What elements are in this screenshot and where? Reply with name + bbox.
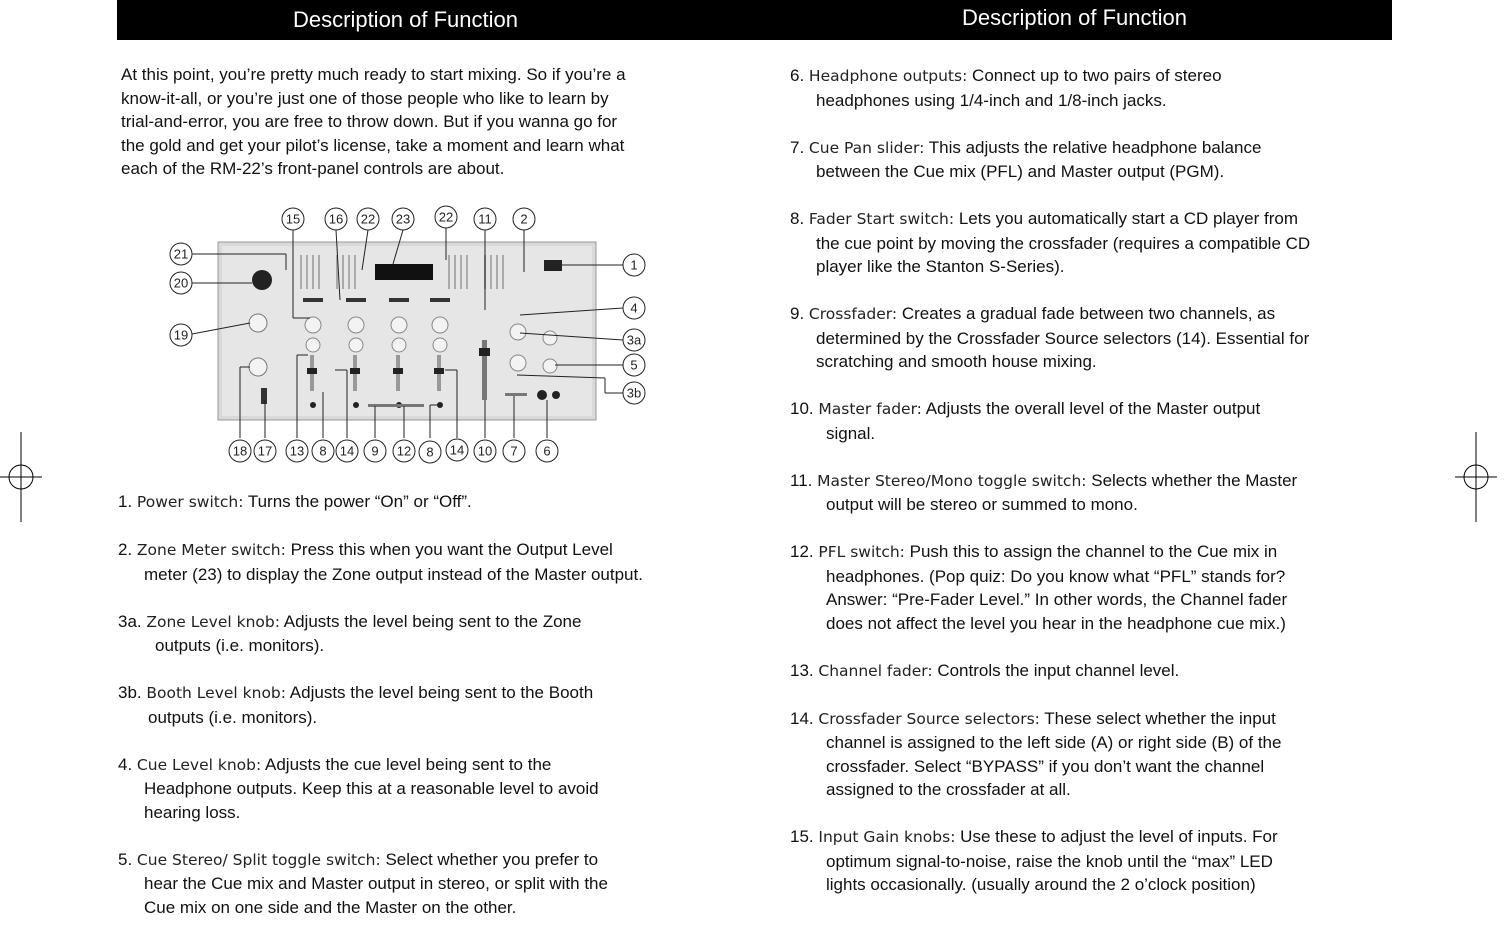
callout-20 — [170, 272, 192, 294]
item-text: Adjusts the level being sent to the Booth — [289, 683, 594, 702]
svg-text:18: 18 — [232, 443, 248, 459]
item-number: 2. — [118, 540, 133, 559]
item-number: 6. — [790, 66, 805, 85]
function-item — [790, 397, 1390, 445]
item-text: These select whether the input — [1044, 708, 1276, 728]
crossfader-track — [368, 404, 424, 407]
callout-9 — [364, 440, 386, 462]
item-text: headphones using 1/4-inch and 1/8-inch jacks. — [816, 90, 1167, 110]
intro-line: At this point, you’re pretty much ready to start mixing. So if you’re a — [121, 65, 626, 84]
item-text: hearing loss. — [144, 802, 241, 822]
function-item — [118, 681, 728, 729]
function-item — [790, 540, 1390, 635]
item-text: crossfader. Select “BYPASS” if you don’t want the channel — [826, 756, 1265, 776]
item-text: player like the Stanton S-Series). — [816, 257, 1065, 276]
item-label: Cue Stereo/ Split toggle switch: — [136, 850, 381, 869]
callout-23 — [392, 208, 414, 230]
item-label: Crossfader: — [808, 305, 898, 323]
svg-text:5: 5 — [630, 357, 638, 373]
item-label: Input Gain knobs: — [818, 828, 956, 846]
level-meter-display — [375, 264, 433, 280]
item-text: headphones. (Pop quiz: Do you know what “PFL” stands for? — [826, 566, 1286, 586]
callout-10 — [474, 440, 496, 462]
item-text: the cue point by moving the crossfader (requires a compatible CD — [816, 233, 1311, 253]
function-item — [790, 659, 1390, 684]
item-label: Channel fader: — [818, 661, 933, 680]
item-text: outputs (i.e. monitors). — [148, 707, 318, 727]
svg-text:16: 16 — [328, 211, 344, 227]
callout-2 — [513, 208, 535, 230]
callout-19 — [170, 324, 192, 346]
intro-line: trial-and-error, you are free to throw down. But if you wanna go for — [121, 112, 618, 131]
function-item — [118, 538, 728, 586]
item-text: Press this when you want the Output Level — [290, 540, 613, 559]
intro-paragraph — [121, 63, 721, 181]
item-number: 1. — [118, 492, 133, 511]
item-label: PFL switch: — [818, 543, 905, 561]
svg-text:14: 14 — [449, 442, 465, 458]
svg-text:10: 10 — [477, 443, 493, 459]
svg-text:21: 21 — [173, 246, 189, 262]
item-number: 15. — [790, 827, 814, 846]
item-text: outputs (i.e. monitors). — [155, 636, 325, 655]
svg-text:17: 17 — [257, 443, 273, 459]
item-text: assigned to the crossfader at all. — [826, 780, 1071, 799]
item-text: Lets you automatically start a CD player from — [958, 209, 1299, 228]
item-text: scratching and smooth house mixing. — [816, 352, 1097, 371]
callout-3b — [623, 382, 645, 404]
function-item — [790, 64, 1390, 112]
item-label: Cue Pan slider: — [808, 138, 925, 157]
callout-12 — [393, 440, 415, 462]
svg-text:22: 22 — [360, 211, 376, 227]
mixer-diagram — [160, 200, 660, 470]
item-text: output will be stereo or summed to mono. — [826, 495, 1138, 514]
callout-8 — [312, 440, 334, 462]
registration-mark-icon — [1455, 432, 1497, 522]
callout-1 — [623, 254, 645, 276]
item-label: Master fader: — [818, 400, 922, 418]
callout-8b — [419, 441, 441, 463]
svg-text:6: 6 — [543, 443, 551, 459]
callout-13 — [286, 440, 308, 462]
item-number: 13. — [790, 660, 814, 680]
item-text: channel is assigned to the left side (A) or right side (B) of the — [826, 733, 1282, 752]
callout-22 — [357, 208, 379, 230]
intro-line: the gold and get your pilot’s license, take a moment and learn what — [121, 135, 625, 155]
item-number: 12. — [790, 542, 814, 561]
callout-14 — [336, 440, 358, 462]
callout-3a — [623, 329, 645, 351]
callout-16 — [325, 208, 347, 230]
item-text: Controls the input channel level. — [937, 660, 1180, 680]
item-number: 3b. — [118, 683, 142, 702]
item-label: Booth Level knob: — [146, 684, 286, 702]
function-item — [118, 848, 728, 920]
function-item — [790, 469, 1390, 517]
intro-line: know-it-all, or you’re just one of those people who like to learn by — [121, 88, 609, 108]
callout-6 — [536, 440, 558, 462]
function-item — [118, 490, 728, 515]
item-text: Use these to adjust the level of inputs. For — [960, 827, 1278, 846]
headphone-jack-icon — [252, 270, 272, 290]
right-function-list — [790, 64, 1390, 920]
item-text: Headphone outputs. Keep this at a reasonable level to avoid — [144, 779, 599, 798]
item-label: Crossfader Source selectors: — [818, 709, 1040, 728]
left-page-title: Description of Function — [293, 7, 518, 32]
function-item — [790, 302, 1390, 374]
item-text: between the Cue mix (PFL) and Master output (PGM). — [816, 162, 1225, 181]
item-text: Adjusts the level being sent to the Zone — [283, 611, 582, 631]
item-text: signal. — [826, 423, 876, 443]
item-text: hear the Cue mix and Master output in stereo, or split with the — [144, 874, 608, 893]
item-number: 14. — [790, 708, 814, 728]
callout-5 — [623, 354, 645, 376]
svg-text:1: 1 — [630, 257, 638, 273]
item-text: Select whether you prefer to — [385, 849, 599, 869]
right-page-title: Description of Function — [962, 5, 1187, 30]
item-text: optimum signal-to-noise, raise the knob until the “max” LED — [826, 851, 1273, 871]
function-item — [118, 753, 728, 825]
callout-11 — [474, 208, 496, 230]
item-number: 5. — [118, 849, 133, 869]
callout-18 — [229, 440, 251, 462]
item-label: Master Stereo/Mono toggle switch: — [817, 471, 1087, 490]
item-label: Zone Level knob: — [146, 612, 280, 631]
left-function-list — [118, 490, 728, 943]
svg-text:20: 20 — [173, 275, 189, 291]
item-text: Connect up to two pairs of stereo — [972, 66, 1222, 85]
item-text: Turns the power “On” or “Off”. — [247, 492, 472, 511]
item-label: Cue Level knob: — [136, 755, 262, 774]
item-label: Zone Meter switch: — [136, 541, 286, 559]
svg-text:3a: 3a — [626, 332, 642, 348]
svg-text:4: 4 — [630, 300, 638, 316]
svg-text:22: 22 — [438, 209, 454, 225]
item-text: This adjusts the relative headphone balance — [928, 137, 1262, 157]
item-text: determined by the Crossfader Source selectors (14). Essential for — [816, 328, 1310, 348]
svg-text:15: 15 — [285, 211, 301, 227]
item-number: 11. — [790, 470, 813, 490]
callout-22b — [435, 206, 457, 228]
svg-text:3b: 3b — [626, 385, 642, 401]
item-text: Answer: “Pre-Fader Level.” In other words, the Channel fader — [826, 590, 1288, 609]
svg-text:14: 14 — [339, 443, 355, 459]
item-text: meter (23) to display the Zone output instead of the Master output. — [144, 564, 643, 584]
item-text: Creates a gradual fade between two channels, as — [901, 304, 1276, 323]
svg-text:23: 23 — [395, 211, 411, 227]
item-number: 9. — [790, 304, 805, 323]
svg-text:13: 13 — [289, 443, 305, 459]
item-number: 4. — [118, 754, 133, 774]
svg-text:11: 11 — [478, 211, 492, 227]
item-number: 7. — [790, 137, 805, 157]
function-item — [118, 610, 728, 658]
item-label: Fader Start switch: — [808, 210, 955, 228]
item-text: Adjusts the cue level being sent to the — [265, 754, 552, 774]
power-switch-shape — [544, 260, 562, 271]
svg-text:19: 19 — [173, 327, 189, 343]
item-text: Adjusts the overall level of the Master output — [925, 399, 1261, 418]
svg-text:8: 8 — [426, 444, 434, 460]
callout-7 — [503, 440, 525, 462]
svg-text:12: 12 — [396, 443, 412, 459]
item-text: does not affect the level you hear in the headphone cue mix.) — [826, 613, 1286, 633]
item-text: Selects whether the Master — [1091, 470, 1298, 490]
item-text: Cue mix on one side and the Master on the other. — [144, 897, 517, 917]
item-label: Power switch: — [136, 493, 244, 511]
item-number: 3a. — [118, 611, 142, 631]
callout-14b — [446, 439, 468, 461]
item-number: 8. — [790, 209, 805, 228]
item-label: Headphone outputs: — [808, 67, 968, 85]
callout-4 — [623, 297, 645, 319]
function-item — [790, 707, 1390, 802]
callout-15 — [282, 208, 304, 230]
intro-line: each of the RM-22’s front-panel controls are about. — [121, 159, 505, 178]
svg-text:2: 2 — [520, 211, 528, 227]
item-text: lights occasionally. (usually around the 2 o’clock position) — [826, 875, 1256, 894]
function-item — [790, 825, 1390, 897]
callout-17 — [254, 440, 276, 462]
item-number: 10. — [790, 399, 814, 418]
function-item — [790, 207, 1390, 279]
registration-mark-icon — [0, 432, 42, 522]
item-text: Push this to assign the channel to the Cue mix in — [909, 542, 1278, 561]
svg-text:7: 7 — [510, 443, 518, 459]
callout-21 — [170, 243, 192, 265]
svg-text:9: 9 — [371, 443, 379, 459]
svg-text:8: 8 — [319, 443, 327, 459]
function-item — [790, 136, 1390, 184]
